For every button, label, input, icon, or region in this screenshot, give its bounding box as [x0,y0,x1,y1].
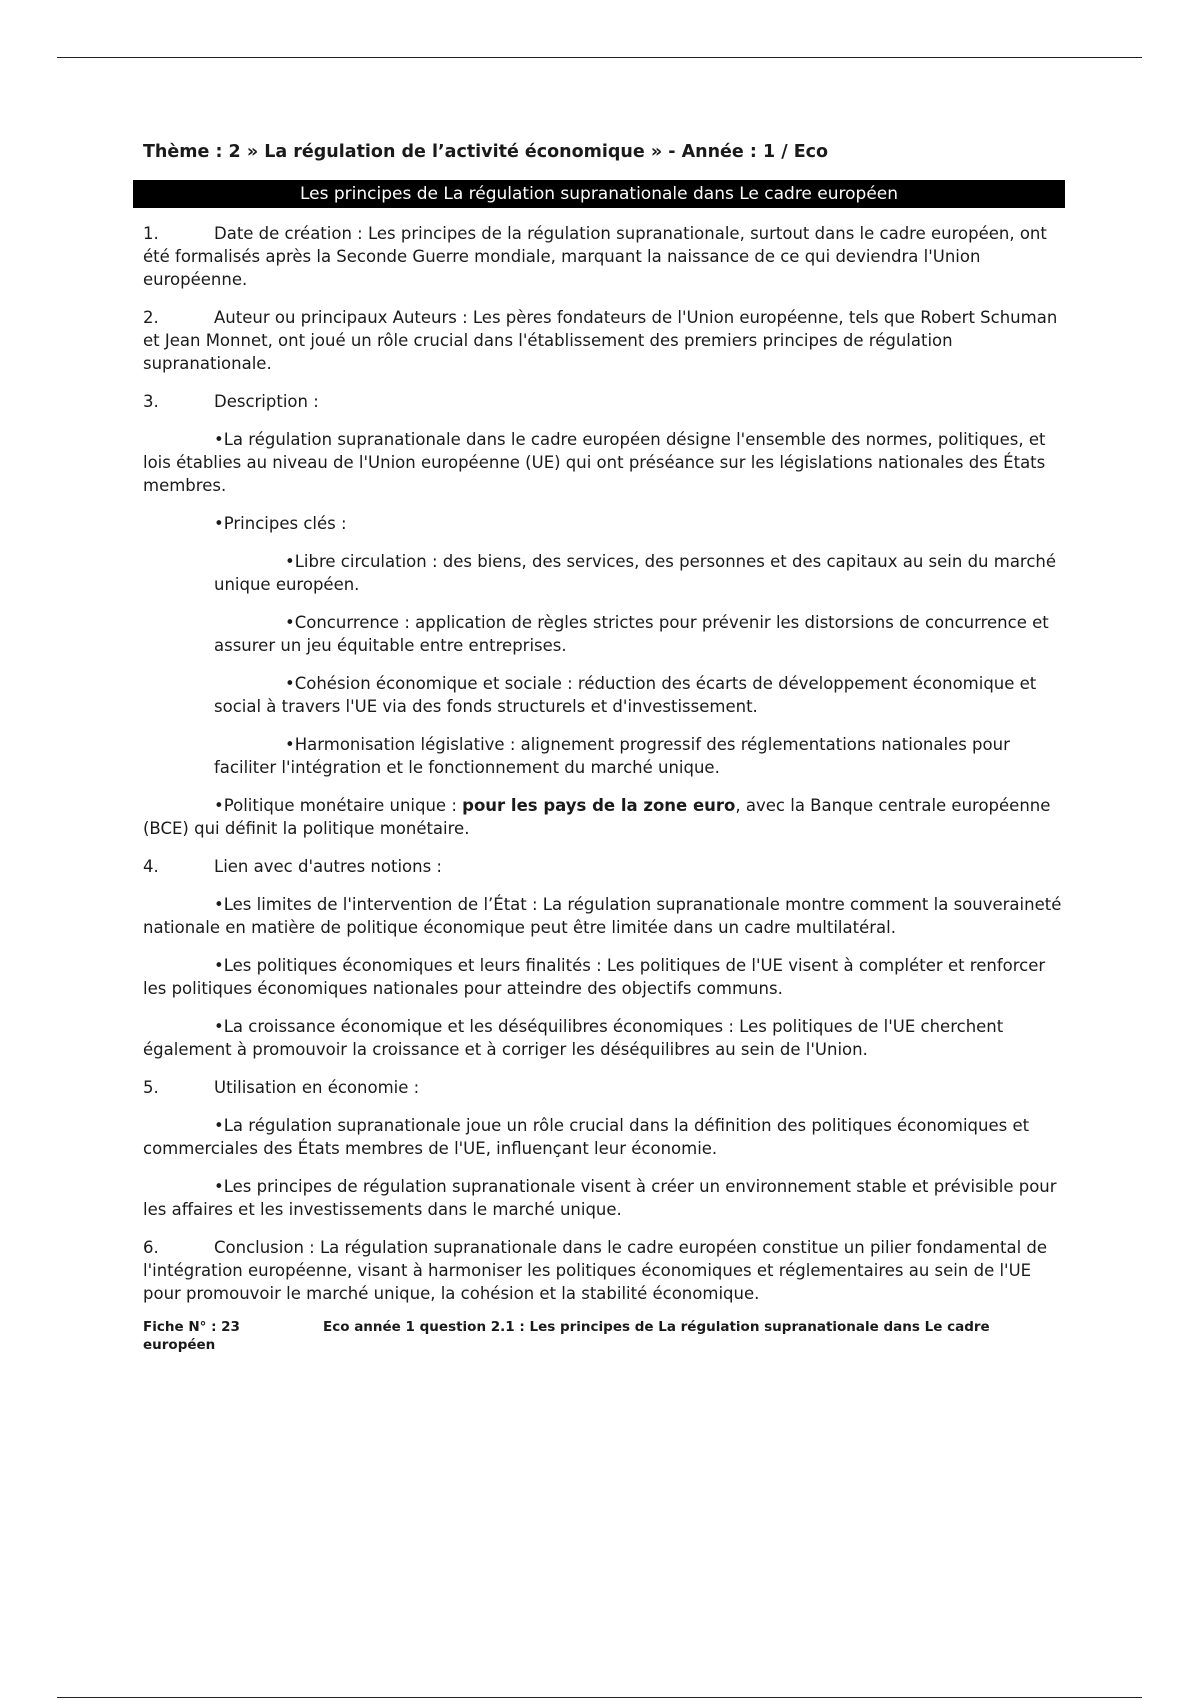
link-item: •La croissance économique et les déséquilibres économiques : Les politiques de l'UE cherchent également à promouvoir la croissance et à corriger les déséquilibres au sein de l'Union. [143,1017,1004,1059]
section-text: Date de création : Les principes de la régulation supranationale, surtout dans le cadre européen, ont été formalisés après la Seconde Guerre mondiale, marquant la naissance de ce qui deviendra l'Union européenne. [143,224,1047,289]
principle-item: •Concurrence : application de règles strictes pour prévenir les distorsions de concurrence et assurer un jeu équitable entre entreprises. [214,613,1049,655]
section-number: 4. [143,857,159,876]
section-number: 6. [143,1238,159,1257]
definition-paragraph: •La régulation supranationale dans le cadre européen désigne l'ensemble des normes, politiques, et lois établies au niveau de l'Union européenne (UE) qui ont préséance sur les législations nationales des États membres. [143,430,1046,495]
section-text: Description : [214,392,319,411]
key-principles-title: •Principes clés : [214,514,347,533]
principle-item: •Libre circulation : des biens, des services, des personnes et des capitaux au sein du marché unique européen. [214,552,1057,594]
bottom-rule [57,1697,1142,1698]
link-item: •Les politiques économiques et leurs finalités : Les politiques de l'UE visent à compléter et renforcer les politiques économiques nationales pour atteindre des objectifs communs. [143,956,1046,998]
principle-item: •Cohésion économique et sociale : réduction des écarts de développement économique et social à travers l'UE via des fonds structurels et d'investissement. [214,674,1037,716]
fiche-number: Fiche N° : 23 [143,1319,240,1335]
monetary-policy-paragraph [143,794,1063,840]
section-number: 5. [143,1078,159,1097]
section-5 [143,1076,1063,1099]
footer-title: Eco année 1 question 2.1 : Les principes de La régulation supranationale dans Le cadre européen [143,1319,990,1353]
link-item: •Les limites de l'intervention de l’État : La régulation supranationale montre comment la souveraineté nationale en matière de politique économique peut être limitée dans un cadre multilatéral. [143,895,1062,937]
monetary-prefix: •Politique monétaire unique : [214,796,463,815]
section-text: Conclusion : La régulation supranationale dans le cadre européen constitue un pilier fondamental de l'intégration européenne, visant à harmoniser les politiques économiques et réglementaires au sein de l'UE pour promouvoir le marché unique, la cohésion et la stabilité économique. [143,1238,1048,1303]
section-3 [143,390,1063,413]
usage-item: •La régulation supranationale joue un rôle crucial dans la définition des politiques économiques et commerciales des États membres de l'UE, influençant leur économie. [143,1116,1030,1158]
section-1 [143,222,1063,291]
title-banner: Les principes de La régulation supranationale dans Le cadre européen [133,180,1065,208]
section-text: Auteur ou principaux Auteurs : Les pères fondateurs de l'Union européenne, tels que Robert Schuman et Jean Monnet, ont joué un rôle crucial dans l'établissement des premiers principes de régulation supranationale. [143,308,1058,373]
usage-item: •Les principes de régulation supranationale visent à créer un environnement stable et prévisible pour les affaires et les investissements dans le marché unique. [143,1177,1057,1219]
theme-heading: Thème : 2 » La régulation de l’activité économique » - Année : 1 / Eco [143,142,829,162]
section-number: 1. [143,224,159,243]
document-body [143,140,1063,1354]
page-footer [143,1318,1063,1354]
section-number: 3. [143,392,159,411]
top-rule [57,57,1142,58]
section-number: 2. [143,308,159,327]
section-text: Lien avec d'autres notions : [214,857,442,876]
section-2 [143,306,1063,375]
monetary-suffix: , avec la Banque centrale européenne (BCE) qui définit la politique monétaire. [143,796,1051,838]
monetary-bold: pour les pays de la zone euro [462,796,736,815]
section-text: Utilisation en économie : [214,1078,420,1097]
section-4 [143,855,1063,878]
principle-item: •Harmonisation législative : alignement progressif des réglementations nationales pour faciliter l'intégration et le fonctionnement du marché unique. [214,735,1010,777]
section-6 [143,1236,1063,1305]
